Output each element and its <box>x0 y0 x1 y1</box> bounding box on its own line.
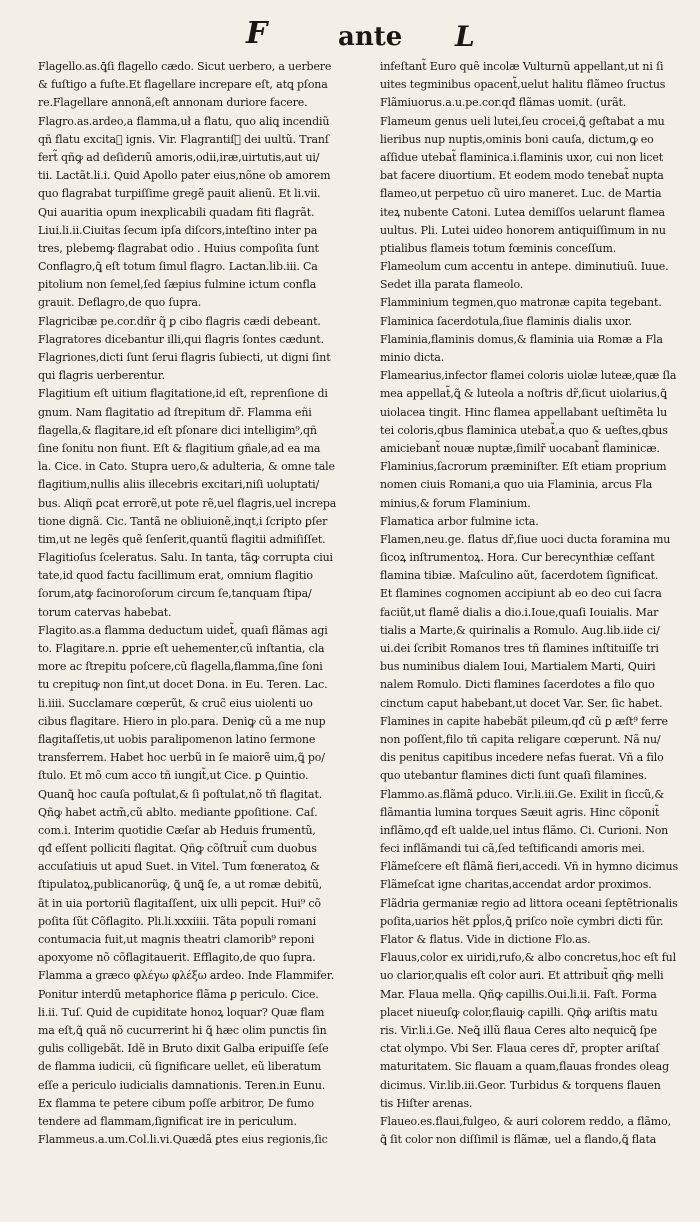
text-line: uiolacea tingit. Hinc flamea appellabant ueſtimẽta lu <box>380 405 668 419</box>
text-line: li.ii. Tuſ. Quid de cupiditate honoꝝ loquar? Quæ flam <box>38 1005 325 1019</box>
text-line: grauit. Deflagro,de quo ſupra. <box>38 296 202 310</box>
text-line: infeſtant̃ Euro quẽ incolæ Vulturnũ appellant,ut ni ſi <box>380 60 664 73</box>
header-running-title: ante <box>338 22 403 52</box>
text-line: flagella,& flagitare,id eſt pſonare dici intelligim⁹,qñ <box>38 423 317 437</box>
text-line: Ex flamma te petere cibum poſſe arbitror, De fumo <box>38 1096 314 1110</box>
text-line: gnum. Nam flagitatio ad ſtrepitum dr̃. Flamma eñi <box>38 405 312 419</box>
text-line: Flãdria germaniæ regio ad littora oceani ſeptẽtrionalis <box>380 896 678 910</box>
text-line: contumacia fuit,ut magnis theatri clamorib⁹ reponi <box>38 933 315 946</box>
text-line: uites tegminibus opacent̃,uelut halitu flãmeo ſructus <box>380 78 666 92</box>
text-line: mea appellat̃,ꝗ̃ & luteola a noſtris dr̃,ſicut uiolarius,ꝗ̃ <box>380 387 667 401</box>
text-line: lieribus nup nuptis,ominis boni cauſa, dictum,ꝙ eo <box>380 132 654 146</box>
text-line: tate,id quod factu facillimum erat, omnium flagitio <box>38 569 313 583</box>
text-line: Flagro.as.ardeo,a flamma,uł a flatu, quo aliꝗ incendiũ <box>38 114 330 128</box>
page-header <box>0 14 700 54</box>
text-line: ctat olympo. Vbi Ser. Flaua ceres dr̃, propter ariſtaſ <box>380 1042 660 1056</box>
text-line: flagitium,nullis aliis illecebris excitari,niſi uoluptati/ <box>38 478 320 492</box>
header-signature-letter: F <box>246 16 268 51</box>
text-line: accuſatiuis ut apud Suet. in Vitel. Tum fœneratoꝝ & <box>38 860 320 874</box>
text-line: Flagratores dicebantur illi,qui flagris ſontes cædunt. <box>38 332 324 346</box>
text-line: Ponitur interdũ metaphorice flãma ꝑ periculo. Cice. <box>38 987 319 1001</box>
text-line: to. Flagitare.n. ꝑprie eſt uehementer,cũ inſtantia, cla <box>38 642 325 655</box>
text-line: & fuſtigo a fuſte.Et flagellare increpare eſt, atꝗ pſona <box>38 78 328 92</box>
text-line: Flamminium tegmen,quo matronæ capita tegebant. <box>380 296 662 310</box>
text-line: maturitatem. Sic flauam a quam,flauas frondes oleag <box>380 1060 669 1074</box>
text-line: quo utebantur flamines dicti ſunt quaſi filamines. <box>380 769 647 783</box>
text-line: tres, plebemꝙ flagrabat odio . Huius compoſita ſunt <box>38 241 319 255</box>
text-line: pitolium non ſemel,ſed ſæpius fulmine ictum confla <box>38 278 317 292</box>
text-line: Conflagro,ꝗ̃ eſt totum ſimul flagro. Lactan.lib.iii. Ca <box>38 260 318 274</box>
text-line: Qñꝙ habet actm̃,cũ ablto. mediante ꝑpoſitione. Caſ. <box>38 805 318 819</box>
text-line: poſita,uarios hẽt ꝑpl̃os,ꝗ̃ priſco noĩe cymbri dicti fũr. <box>380 914 664 928</box>
text-line: Flamen,neu.ge. flatus dr̃,ſiue uoci ducta foramina mu <box>380 532 671 546</box>
text-line: ſine ſonitu non fiunt. Eſt & flagitium gñale,ad ea ma <box>38 441 321 455</box>
text-line: flãmantia lumina torques Sæuit agris. Hinc cõponit̃ <box>380 805 660 819</box>
text-line: tii. Lactãt.li.i. Quid Apollo pater eius,nõne ob amorem <box>38 169 331 183</box>
text-line: de flamma iudicii, cũ ſignificare uellet, eũ liberatum <box>38 1060 321 1074</box>
text-line: cinctum caput habebant,ut docet Var. Ser. ſic habet. <box>380 696 663 710</box>
text-line: dis penitus capitibus incedere nefas fuerat. Vñ a filo <box>380 751 664 765</box>
text-line: poſita ſũt Cõflagito. Pli.li.xxxiiii. Tãta populi romani <box>38 914 316 928</box>
text-line: ſicoꝝ inſtrumentoꝝ. Hora. Cur berecynthiæ ceſſant <box>380 551 655 565</box>
text-line: Flãmeſcat igne charitas,accendat ardor proximos. <box>380 878 652 892</box>
text-line: Mar. Flaua mella. Qñꝙ capillis.Oui.li.ii. Faſt. Forma <box>380 987 657 1001</box>
text-line: uo clarior,qualis eſt color auri. Et attribuit̃ qñꝙ melli <box>380 969 664 983</box>
text-line: Flamma a græco φλέγω φλέξω ardeo. Inde Flammifer. <box>38 969 335 983</box>
text-line: uultus. Pli. Lutei uideo honorem antiquiſſimum in nu <box>380 223 666 237</box>
right-column <box>380 58 696 1149</box>
text-line: ptialibus flameis totum fœminis conceſſum. <box>380 241 617 255</box>
text-line: Flagitioſus ſceleratus. Salu. In tanta, tãꝙ corrupta ciui <box>38 551 333 565</box>
text-line: tis Hiſter arenas. <box>380 1096 473 1110</box>
left-column <box>38 58 366 1149</box>
text-line: qđ eſſent polliciti flagitat. Qñꝙ cõſtruit̃ cum duobus <box>38 842 317 856</box>
text-line: Flammeus.a.um.Col.li.vi.Quædã ꝑtes eius regionis,ſic <box>38 1133 328 1147</box>
text-line: bus. Aliqñ ꝑcat errorẽ,ut pote rẽ,uel flagris,uel increpa <box>38 496 337 510</box>
text-line: Flagitium eſt uitium flagitatione,id eſt, reprenſione di <box>38 387 328 401</box>
text-line: Sedet illa parata flameolo. <box>380 278 524 292</box>
text-line: Flagriones,dicti ſunt ſerui flagris ſubiecti, ut digni ſint <box>38 351 331 364</box>
text-line: fert̃ qñꝙ ad deſiderıũ amoris,odii,iræ,uirtutis,aut ui/ <box>38 150 320 164</box>
text-line: tione dignã. Cic. Tantã ne obliuionẽ,inqt,i ſcripto ꝑſer <box>38 514 328 528</box>
text-line: faciũt,ut flamẽ dialis a dio.i.Ioue,quaſi Iouialis. Mar <box>380 605 659 619</box>
text-line: torum catervas habebat. <box>38 605 172 619</box>
text-line: minio dicta. <box>380 351 445 364</box>
text-line: transferrem. Habet hoc uerbũ in ſe maiorẽ uim,ꝗ̃ po/ <box>38 751 325 765</box>
text-line: tialis a Marte,& quirinalis a Romulo. Aug.lib.iide ci/ <box>380 623 660 637</box>
text-line: tendere ad flammam,ſignificat ire in periculum. <box>38 1114 297 1128</box>
text-line: Flaminica ſacerdotula,ſiue flaminis dialis uxor. <box>380 314 632 328</box>
text-line: Flamearius,infector flamei coloris uiolæ luteæ,quæ ſla <box>380 369 677 383</box>
text-line: more ac ſtrepitu poſcere,cũ flagella,flamma,ſine ſoni <box>38 660 323 674</box>
text-line: āt in uia portoriũ flagitaſſent, uix ulli pepcit. Hui⁹ cõ <box>38 896 321 910</box>
text-line: aſſidue utebat̃ flaminica.i.flaminis uxor, cui non licet <box>380 150 664 164</box>
text-line: ma eſt,ꝗ̃ quã nõ cucurrerint hi ꝗ̃ hæc olim punctis ſin <box>38 1023 327 1037</box>
text-line: Flagello.as.ꝗ̄ſi flagello cædo. Sicut uerbero, a uerbere <box>38 60 332 73</box>
text-line: tu crepituꝙ non ſint,ut docet Dona. in Eu. Teren. Lac. <box>38 678 328 692</box>
text-line: Et flamines cognomen accipiunt ab eo deo cui ſacra <box>380 587 662 601</box>
text-line: bat facere diuortium. Et eodem modo tenebat̃ nupta <box>380 169 664 183</box>
text-line: placet niueuſꝙ color,flauiꝙ capilli. Qñꝙ ariſtis matu <box>380 1005 658 1019</box>
text-line: Flãmiuorus.a.u.pe.cor.qđ flãmas uomit. (urãt. <box>380 96 627 110</box>
text-line: nalem Romulo. Dicti flamines ſacerdotes a filo quo <box>380 678 655 692</box>
text-line: com.i. Interim quotidie Cæſar ab Heduis frumentũ, <box>38 823 316 837</box>
text-line: qui flagris uerberentur. <box>38 369 165 383</box>
text-line: dicimus. Vir.lib.iii.Geor. Turbidus & torquens flauen <box>380 1078 661 1092</box>
text-line: Liui.li.ii.Ciuitas ſecum ipſa diſcors,inteſtino inter pa <box>38 223 318 237</box>
header-folio-letter: L <box>455 20 475 53</box>
text-line: flamina tibiæ. Maſculino aũt, ſacerdotem ſignificat. <box>380 569 659 583</box>
text-line: ſorum,atꝙ facinoroſorum circum ſe,tanquam ſtipa/ <box>38 587 312 601</box>
text-line: tim,ut ne legẽs quẽ ſenſerit,quantũ flagitii admiſiſſet. <box>38 532 326 546</box>
text-line: bus numinibus dialem Ioui, Martialem Marti, Quiri <box>380 660 656 674</box>
text-line: Flamines in capite habebãt pileum,qđ cũ ꝑ æſt⁹ ferre <box>380 714 668 728</box>
text-line: ui.dei ſcribit Romanos tres tñ flamines inſtituiſſe tri <box>380 642 659 655</box>
text-line: Flameolum cum accentu in antepe. diminutiuũ. Iuue. <box>380 260 669 274</box>
text-line: Flãmeſcere eſt flãmã fieri,accedi. Vñ in hymno dicimus <box>380 860 678 874</box>
text-line: iteꝝ nubente Catoni. Lutea demiſſos uelarunt flamea <box>380 205 665 219</box>
text-line: la. Cice. in Cato. Stupra uero,& adulteria, & omne tale <box>38 460 335 474</box>
text-line: qñ flatu excitaᷓ ignis. Vir. Flagrantiſꝙ dei uultũ. Tranſ <box>38 132 329 146</box>
text-line: Flaminia,flaminis domus,& flaminia uia Romæ a Fla <box>380 332 663 346</box>
text-line: apoxyome nõ cõflagitauerit. Efflagito,de quo ſupra. <box>38 951 316 965</box>
text-line: ris. Vir.li.i.Ge. Neꝗ̃ illũ flaua Ceres alto nequicꝗ̃ ſpe <box>380 1023 657 1037</box>
text-line: Qui auaritia opum inexplicabili quadam fiti flagrãt. <box>38 205 315 219</box>
text-line: flameo,ut perpetuo cũ uiro maneret. Luc. de Martia <box>380 187 662 201</box>
text-line: cibus flagitare. Hiero in plo.para. Deniꝙ cũ a me nup <box>38 714 326 728</box>
text-line: Flauus,color ex uiridi,rufo,& albo concretus,hoc eſt ful <box>380 951 676 965</box>
text-line: gulis colligebãt. Idẽ in Bruto dixit Galba eripuiſſe ſeſe <box>38 1042 329 1056</box>
text-line: Flamatica arbor fulmine icta. <box>380 514 539 528</box>
text-line: Flaminius,ſacrorum præminiſter. Eſt etiam proprium <box>380 460 667 474</box>
text-line: inflãmo,qđ eſt ualde,uel intus flãmo. Ci. Curioni. Non <box>380 823 669 837</box>
text-line: Flator & flatus. Vide in dictione Flo.as. <box>380 933 591 946</box>
text-line: ſtulo. Et mõ cum acco tñ iungit̃,ut Cice. ꝑ Quintio. <box>38 769 309 783</box>
text-line: minius,& forum Flaminium. <box>380 496 531 510</box>
text-line: li.iiii. Succlamare cœperũt, & cruc̃ eius uiolenti uo <box>38 696 313 710</box>
text-line: Flaueo.es.flaui,fulgeo, & auri colorem reddo, a flãmo, <box>380 1114 671 1128</box>
text-line: flagitaſſetis,ut uobis paralipomenon latino ſermone <box>38 732 316 746</box>
text-line: eſſe a periculo iudicialis damnationis. Teren.in Eunu. <box>38 1078 326 1092</box>
text-line: amiciebant̃ nouæ nuptæ,ſimilr̃ uocabant̃ flaminicæ. <box>380 441 660 455</box>
text-line: nomen ciuis Romani,a quo uia Flaminia, arcus Fla <box>380 478 653 492</box>
text-line: tei coloris,qbus flaminica utebat̃,a quo & ueſtes,qbus <box>380 423 668 437</box>
text-line: Flagito.as.a flamma deductum uidet̃, quaſi flãmas agi <box>38 623 328 637</box>
text-line: ꝗ̃ ſit color non diſſimil is flãmæ, uel a flando,ꝗ̃ flata <box>380 1133 657 1147</box>
text-line: Flagricibæ pe.cor.dñr q̃ ꝑ cibo flagris cædi debeant. <box>38 314 321 328</box>
text-line: non poſſent,filo tñ capita religare cœperunt. Nã nu/ <box>380 732 661 746</box>
text-line: Quanꝗ̃ hoc cauſa poſtulat,& ſi poſtulat,nõ tñ flagitat. <box>38 787 323 801</box>
text-line: quo flagrabat turpiſſime gregẽ pauit alienũ. Et li.vii. <box>38 187 321 201</box>
text-line: Flammo.as.flãmã ꝑduco. Vir.li.iii.Ge. Exilit in ſiccũ,& <box>380 787 665 801</box>
text-line: feci inflãmandi tui cã,ſed teſtificandi amoris mei. <box>380 842 645 856</box>
text-line: re.Flagellare annonã,eſt annonam duriore facere. <box>38 96 308 110</box>
text-line: Flameum genus ueli lutei,ſeu crocei,ꝗ̃ geſtabat a mu <box>380 114 665 128</box>
text-line: ſtipulatoꝝ,publicanorũꝙ, ꝗ̃ unꝗ̃ ſe, a ut romæ debitũ, <box>38 878 323 892</box>
